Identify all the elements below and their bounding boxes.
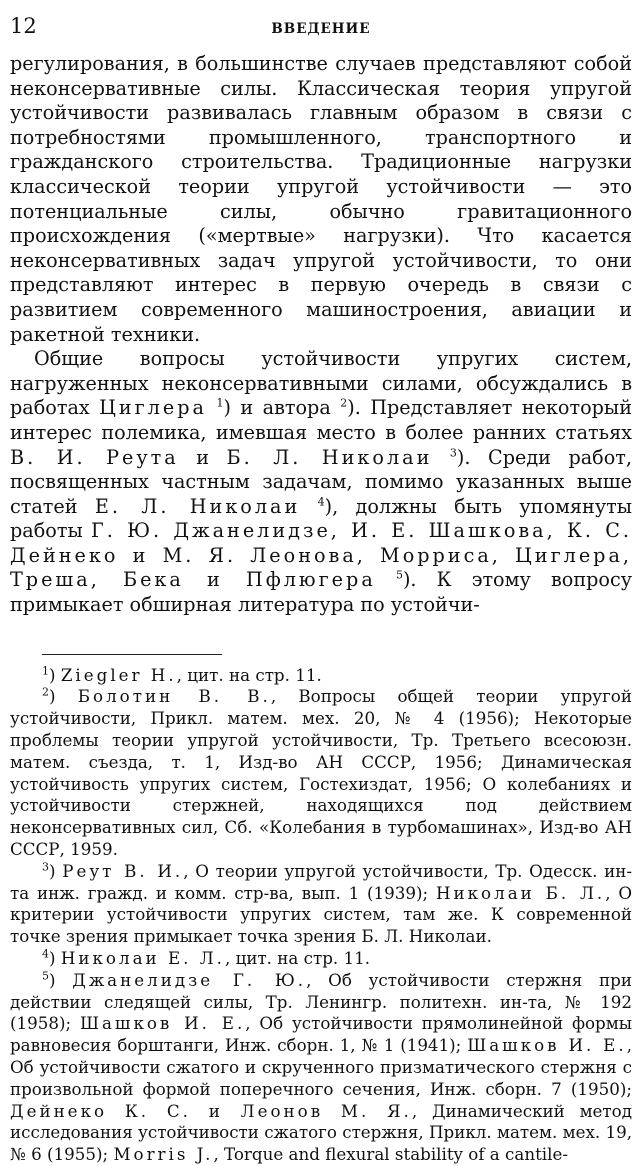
footnote-divider [42,654,222,655]
page-header [10,0,632,52]
page-number: 12 [10,14,37,38]
author-name: Ziegler H. [60,664,177,685]
text-run: и [178,445,227,469]
paragraph-1: регулирования, в большинстве случаев представляют собой неконсервативные силы. Классическая теория упругой устойчивости развивалась главным образом в связи с потребностями промышленного, транспортного и гражданского строительства. Традиционные нагрузки классической теории упругой устойчивости — это потенциальные силы, обычно гравитационного происхождения («мертвые» нагрузки). Что касается неконсервативных задач упругой устойчивости, то они представляют интерес в первую очередь в связи с развитием современного машиностроения, авиации и ракетной техники. [10,52,632,346]
text-run: , цит. на стр. 11. [176,664,322,685]
author-names-list: Г. Ю. Джанелидзе, И. Е. Шашкова, К. С. Дейнеко и М. Я. Леонова, Морриса, Циглера, Треша, Бека и Пфлюгера [10,519,633,592]
author-name: В. И. Реута [10,445,179,469]
text-run: , Вопросы общей теории упругой устойчивости, Прикл. матем. мех. 20, № 4 (1956); Некоторые проблемы теории упругой устойчивости, Тр. Третьего всесоюзн. матем. съезда, т. 1, Изд-во АН СССР, 1956; Динамическая устойчивость упругих систем, Гостехиздат, 1956; О колебаниях и устойчивости стержней, находящихся под действием неконсервативных сил, Сб. «Колебания в турбомашинах», Изд-во АН СССР, 1959. [10,686,632,860]
footnotes [10,665,632,1166]
footnote-2: $^2$) Болотин В. В., Вопросы общей теории упругой устойчивости, Прикл. матем. мех. 20, № 4 (1956); Некоторые проблемы теории упругой устойчивости, Тр. Третьего всесоюзн. матем. съезда, т. 1, Изд-во АН СССР, 1956; Динамическая устойчивость упругих систем, Гостехиздат, 1956; О колебаниях и устойчивости стержней, находящихся под действием неконсервативных сил, Сб. «Колебания в турбомашинах», Изд-во АН СССР, 1959. [10,685,632,860]
text-run: ) и автора [223,396,341,420]
footnote-3: $^3$) Реут В. И., О теории упругой устойчивости, Тр. Одесск. ин-та инж. гражд. и комм. стр-ва, вып. 1 (1939); Николаи Б. Л., О критерии устойчивости упругих систем, там же. К современной точке зрения примыкает точка зрения Б. Л. Николаи. [10,860,633,947]
text-run: Общие вопросы устойчивости упругих систем, нагруженных неконсервативными силами, обсуждались в работах [10,347,632,420]
paragraph-2 [10,347,632,618]
footnote-number: 2 [42,685,49,699]
author-name: Николаи Е. Л. [60,948,225,969]
author-name: Джанелидзе Г. Ю. [72,969,307,990]
footnote-number: 3 [42,860,49,874]
author-name: Николаи Б. Л. [435,882,606,903]
text-run: , Torque and flexural stability of a cantile- [213,1144,568,1165]
text-run: ). Среди работ, посвященных частным задачам, помимо указанных выше статей [10,445,632,518]
text-run: , Динамический метод исследования устойчивости сжатого стержня, Прикл. матем. мех. 19, № 6 (1955); [10,1100,633,1165]
main-text [10,52,632,618]
text-run: , Об устойчивости стержня при действии следящей силы, Тр. Ленингр. политехн. ин-та, № 192 (1958); [10,969,632,1034]
footnote-ref: 1 [216,396,224,410]
author-name: Циглера [99,396,207,420]
footnote-number: 1 [42,664,49,678]
footnote-number: 5 [42,969,49,983]
footnote-1: $^1$) Ziegler H., цит. на стр. 11. [42,664,322,685]
footnote-number: 4 [42,947,49,961]
author-name: Шашков И. Е. [79,1013,246,1034]
text-run: , О теории упругой устойчивости, Тр. Одесск. ин-та инж. гражд. и комм. стр-ва, вып. 1 (1939); [10,860,632,903]
text-run: , цит. на стр. 11. [224,948,371,969]
author-name: Болотин В. В. [77,686,271,707]
text-run: , Об устойчивости прямолинейной формы равновесия борштанги, Инж. сборн. 1, № 1 (1941); [10,1013,632,1056]
running-head: ВВЕДЕНИЕ [271,21,371,37]
author-name: Дейнеко К. С. и Леонов М. Я. [10,1100,412,1121]
text-run: ), должны быть упомянуты работы [10,494,632,543]
text-run: , Об устойчивости сжатого и скрученного призматического стержня с произвольной формой поперечного сечения, Инж. сборн. 7 (1950); [10,1035,632,1099]
author-name: Реут В. И. [62,860,184,881]
author-name: Б. Л. Николаи [226,445,433,469]
text-run: ). К этому вопросу примыкает обширная литература по устойчи- [10,568,633,617]
text-run: ). Представляет некоторый интерес полемика, имевшая место в более ранних статьях [10,396,632,444]
footnote-4: $^4$) Николаи Е. Л., цит. на стр. 11. [42,947,371,969]
author-name: Е. Л. Николаи [94,494,301,518]
footnote-ref: 4 [317,495,325,509]
author-name: Шашков И. Е. [467,1035,627,1056]
author-name: Morris J. [113,1144,214,1165]
footnote-5: $^5$) Джанелидзе Г. Ю., Об устойчивости стержня при действии следящей силы, Тр. Ленингр. политехн. ин-та, № 192 (1958); Шашков И. Е., Об устойчивости прямолинейной формы равновесия борштанги, Инж. сборн. 1, № 1 (1941); Шашков И. Е., Об устойчивости сжатого и скрученного призматического стержня с произвольной формой поперечного сечения, Инж. сборн. 7 (1950); Дейнеко К. С. и Леонов М. Я., Динамический метод исследования устойчивости сжатого стержня, Прикл. матем. мех. 19, № 6 (1955); Morris J., Torque and flexural stability of a cantile- [10,969,633,1165]
footnote-ref: 2 [340,396,348,410]
footnote-ref: 5 [395,569,403,583]
text-run: , О критерии устойчивости упругих систем, там же. К современной точке зрения примыкает точка зрения Б. Л. Николаи. [10,882,633,947]
footnote-ref: 3 [449,446,457,460]
